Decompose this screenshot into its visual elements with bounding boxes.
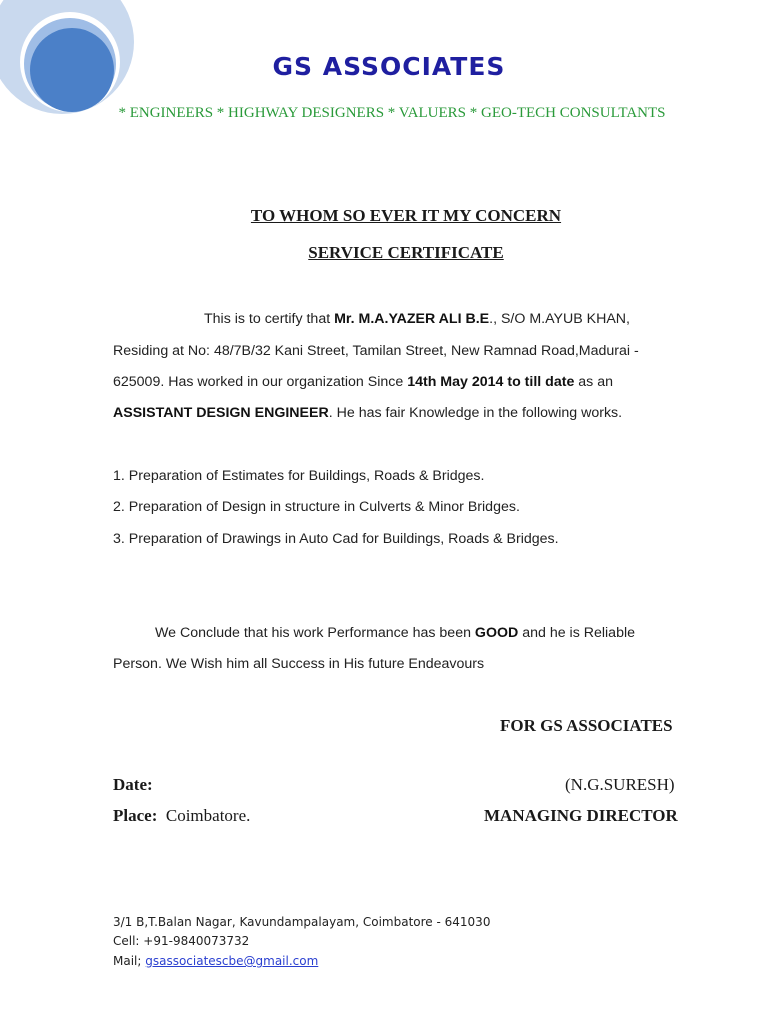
list-item: 1. Preparation of Estimates for Buildings, Roads & Bridges.	[113, 468, 485, 484]
body-line-1	[204, 311, 630, 327]
body-line-2: Residing at No: 48/7B/32 Kani Street, Tamilan Street, New Ramnad Road,Madurai -	[113, 343, 639, 359]
body-text: 625009. Has worked in our organization Since	[113, 374, 408, 390]
signatory-designation: MANAGING DIRECTOR	[484, 806, 678, 825]
company-tagline: * ENGINEERS * HIGHWAY DESIGNERS * VALUERS * GEO-TECH CONSULTANTS	[118, 105, 666, 121]
body-text: and he is Reliable	[518, 625, 636, 641]
body-text: We Conclude that his work Performance has been	[155, 625, 475, 641]
date-label: Date:	[113, 775, 153, 794]
body-line-4	[113, 405, 622, 421]
footer-mail-row	[113, 954, 318, 968]
footer-address: 3/1 B,T.Balan Nagar, Kavundampalayam, Coimbatore - 641030	[113, 915, 491, 929]
addressee-heading: TO WHOM SO EVER IT MY CONCERN	[250, 206, 562, 225]
conclusion-line-2: Person. We Wish him all Success in His future Endeavours	[113, 656, 485, 672]
footer-phone: Cell: +91-9840073732	[113, 934, 250, 948]
for-company-label: FOR GS ASSOCIATES	[500, 716, 673, 735]
place-label: Place:	[113, 806, 158, 825]
mail-label: Mail;	[113, 954, 146, 968]
performance-rating: GOOD	[474, 625, 519, 641]
designation-role: ASSISTANT DESIGN ENGINEER	[113, 405, 329, 421]
body-text: ., S/O M.AYUB KHAN,	[489, 311, 630, 327]
list-item: 2. Preparation of Design in structure in Culverts & Minor Bridges.	[113, 499, 520, 515]
company-name: GS ASSOCIATES	[272, 52, 506, 81]
place-row	[113, 806, 250, 826]
place-value: Coimbatore.	[165, 806, 251, 825]
body-text: This is to certify that	[204, 311, 335, 327]
signatory-name: (N.G.SURESH)	[565, 775, 675, 794]
employee-name: Mr. M.A.YAZER ALI B.E	[334, 311, 490, 327]
list-item: 3. Preparation of Drawings in Auto Cad for Buildings, Roads & Bridges.	[113, 531, 559, 547]
body-line-3	[113, 374, 613, 390]
conclusion-line-1	[155, 625, 635, 641]
service-period: 14th May 2014 to till date	[407, 374, 575, 390]
body-text: . He has fair Knowledge in the following works.	[328, 405, 623, 421]
certificate-title: SERVICE CERTIFICATE	[308, 243, 504, 262]
body-text: as an	[574, 374, 613, 390]
email-link[interactable]: gsassociatescbe@gmail.com	[145, 954, 319, 968]
